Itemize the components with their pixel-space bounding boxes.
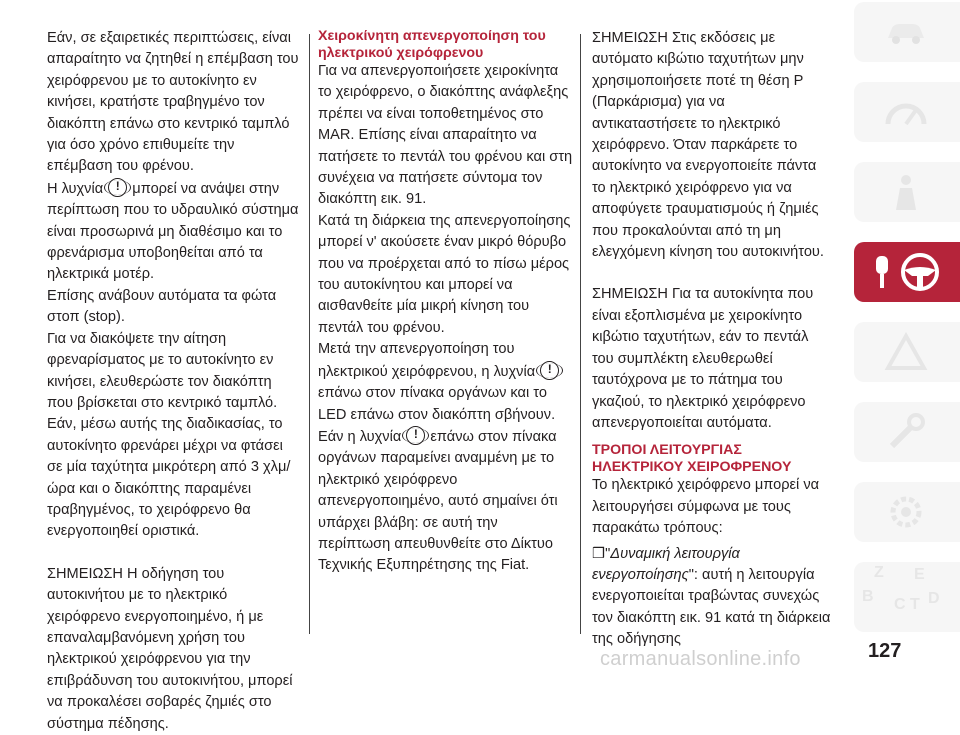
brake-warning-icon [540, 361, 559, 380]
watermark: carmanualsonline.info [600, 648, 801, 670]
paragraph: Εάν, σε εξαιρετικές περιπτώσεις, είναι απαραίτητο να ζητηθεί η επέμβαση του χειρόφρενου με το αυτοκίνητο εν κινήσει, κρατήστε τραβηγμένο τον διακόπτη επάνω στο κεντρικό ταμπλό για όσο χρόνο επιθυμείτε την επέμβαση του φρένου. [47, 30, 299, 175]
note-paragraph: ΣΗΜΕΙΩΣΗ Η οδήγηση του αυτοκινήτου με το ηλεκτρικό χειρόφρενο ενεργοποιημένο, ή με επαναλαμβανόμενη χρήση του ηλεκτρικού χειρόφρενου για την επιβράδυνση του αυτοκινήτου, μπορεί να προκαλέσει σοβαρές ζημιές στο σύστημα πέδησης. [47, 565, 293, 732]
brake-warning-icon [108, 178, 127, 197]
section-heading: ΤΡΟΠΟΙ ΛΕΙΤΟΥΡΓΙΑΣ ΗΛΕΚΤΡΙΚΟΥ ΧΕΙΡΟΦΡΕΝΟΥ [592, 442, 792, 475]
dashboard-icon [884, 94, 928, 130]
tab-starting-and-driving[interactable] [854, 242, 960, 302]
paragraph: Για να διακόψετε την αίτηση φρεναρίσματος με το αυτοκίνητο εν κινήσει, ελευθερώστε τον διακόπτη που βρίσκεται στο κεντρικό ταμπλό. [47, 330, 278, 411]
text-column-3 [592, 28, 832, 651]
paragraph: Κατά τη διάρκεια της απενεργοποίησης μπορεί ν' ακούσετε έναν μικρό θόρυβο που να προέρχεται από το πίσω μέρος του αυτοκίνητου και μπορεί να αισθανθείτε μία μικρή κίνηση του πεντάλ του φρένου. [318, 212, 571, 336]
page-number: 127 [868, 640, 902, 662]
safety-icon [886, 172, 926, 212]
column-divider [580, 34, 581, 634]
gear-icon [884, 492, 928, 532]
paragraph: Το ηλεκτρικό χειρόφρενο μπορεί να λειτουργήσει σύμφωνα με τους παρακάτω τρόπους: [592, 477, 820, 537]
paragraph: Εάν, μέσω αυτής της διαδικασίας, το αυτοκίνητο φρενάρει μέχρι να φτάσει σε μία ταχύτητα μικρότερη από 3 χλμ/ώρα και ο διακόπτης παραμένει τραβηγμένος, το χειρόφρενο θα ενεργοποιηθεί οριστικά. [47, 416, 291, 540]
column-divider [309, 34, 310, 634]
car-info-icon [884, 16, 928, 48]
paragraph: Για να απενεργοποιήσετε χειροκίνητα το χειρόφρενο, ο διακόπτης ανάφλεξης πρέπει να είναι τοποθετημένος στο MAR. Επίσης είναι απαραίτητο να πατήσετε το πεντάλ του φρένου και στη συνέχεια να πατήσετε σύντομα τον διακόπτη εικ. 91. [318, 63, 573, 208]
paragraph: Η λυχνία ! μπορεί να ανάψει στην περίπτωση που το υδραυλικό σύστημα είναι προσωρινά μη διαθέσιμο και το φρενάρισμα υποβοηθείται από τα ηλεκτρικά μοτέρ. [47, 178, 301, 286]
paragraph: Μετά την απενεργοποίηση του ηλεκτρικού χειρόφρενου, η λυχνία ! επάνω στον πίνακα οργάνων και το LED επάνω στον διακόπτη σβήνουν. [318, 339, 573, 426]
paragraph: Επίσης ανάβουν αυτόματα τα φώτα στοπ (stop). [47, 287, 277, 326]
tab-car-info[interactable] [854, 2, 960, 62]
note-paragraph: ΣΗΜΕΙΩΣΗ Στις εκδόσεις με αυτόματο κιβώτιο ταχυτήτων μην χρησιμοποιήσετε ποτέ τη θέση P (Παρκάρισμα) για να αντικαταστήσετε το ηλεκτρικό χειρόφρενο. Όταν παρκάρετε το αυτοκίνητο να ενεργοποιείτε πάντα το ηλεκτρικό χειρόφρενο για να αποφύγετε τραυματισμούς ή ζημιές που προκαλούνται από τη μη ελεγχόμενη κίνηση του αυτοκινήτου. [592, 30, 824, 261]
bullet-icon: ❒ [592, 545, 606, 562]
text-column-1 [47, 28, 301, 735]
key-steering-icon [868, 252, 948, 292]
note-paragraph: ΣΗΜΕΙΩΣΗ Για τα αυτοκίνητα που είναι εξοπλισμένα με χειροκίνητο κιβώτιο ταχυτήτων, εάν το πεντάλ του συμπλέκτη ελευθερωθεί ταυτόχρονα με το πάτημα του γκαζιού, το ηλεκτρικό χειρόφρενο απενεργοποιείται αυτόματα. [592, 286, 814, 431]
text-column-2 [318, 28, 573, 577]
brake-warning-icon [406, 426, 425, 445]
tab-warning[interactable] [854, 322, 960, 382]
paragraph: Εάν η λυχνία ! επάνω στον πίνακα οργάνων παραμείνει αναμμένη με το ηλεκτρικό χειρόφρενο απενεργοποιημένο, αυτό σημαίνει ότι υπάρχει βλάβη: σε αυτή την περίπτωση απευθυνθείτε στο Δίκτυο Τεχνικής Εξυπηρέτησης της Fiat. [318, 426, 573, 577]
warning-triangle-icon [884, 332, 928, 372]
tab-maintenance[interactable] [854, 402, 960, 462]
wrench-icon [884, 412, 928, 452]
bullet-item: ❒"Δυναμική λειτουργία ενεργοποίησης": αυτή η λειτουργία ενεργοποιείται τραβώντας συνεχώς τον διακόπτη εικ. 91 κατά τη διάρκεια της οδήγησης [592, 545, 831, 648]
tab-technical-data[interactable] [854, 482, 960, 542]
tab-index[interactable]: Z E B C T D [854, 562, 960, 632]
tab-safety[interactable] [854, 162, 960, 222]
tab-dashboard[interactable] [854, 82, 960, 142]
section-heading: Χειροκίνητη απενεργοποίηση του ηλεκτρικού χειρόφρενου [318, 28, 546, 61]
